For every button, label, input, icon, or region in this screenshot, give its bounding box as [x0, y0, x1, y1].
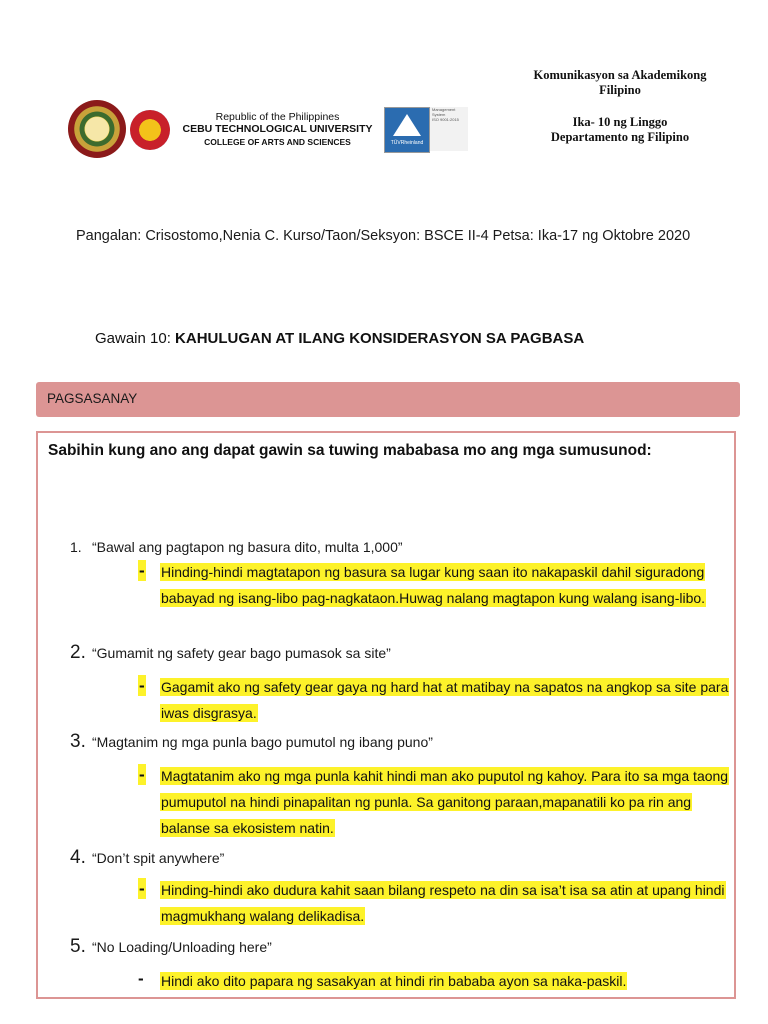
asean-logo-icon — [130, 110, 170, 150]
tuv-certification-icon — [384, 107, 430, 153]
item-1-dash: - — [139, 561, 145, 580]
cert-details — [430, 107, 468, 151]
item-4-number: 4. — [70, 847, 86, 868]
item-2-answer — [160, 674, 730, 726]
cert-text-1: Management — [432, 107, 456, 112]
university-name: CEBU TECHNOLOGICAL UNIVERSITY — [182, 123, 373, 135]
item-4-prompt — [70, 847, 224, 869]
item-5-answer — [160, 968, 730, 994]
item-2-prompt — [70, 642, 391, 664]
item-2-dash: - — [139, 676, 145, 695]
item-3-answer-text: Magtatanim ako ng mga punla kahit hindi man ako puputol ng kahoy. Para ito sa mga taong pumuputol na hindi pinapalitan ng punla. Sa ganitong paraan,mapanatili ko pa rin ang balanse sa ekosistem natin. — [161, 768, 729, 836]
item-1-answer-text: Hinding-hindi magtatapon ng basura sa lugar kung saan ito nakapaskil dahil siguradong babayad ng isang-libo pag-nagkataon.Huwag nalang magtapon kung walang isang-libo. — [161, 564, 706, 606]
cert-brand: TÜVRheinland — [390, 140, 424, 146]
week-label: Ika- 10 ng Linggo — [572, 115, 668, 129]
item-1-prompt — [70, 539, 403, 555]
item-3-dash: - — [139, 765, 145, 784]
item-1-prompt-text: “Bawal ang pagtapon ng basura dito, multa 1,000” — [92, 539, 403, 555]
student-info: Pangalan: Crisostomo,Nenia C. Kurso/Taon/Seksyon: BSCE II-4 Petsa: Ika-17 ng Oktobre 2020 — [76, 228, 691, 244]
item-5-dash: - — [138, 969, 144, 988]
item-3-number: 3. — [70, 731, 86, 752]
item-4-answer — [160, 877, 730, 929]
item-5-prompt-text: “No Loading/Unloading here” — [92, 939, 272, 955]
section-banner-label: PAGSASANAY — [47, 391, 138, 406]
item-5-answer-text: Hindi ako dito papara ng sasakyan at hindi rin bababa ayon sa naka-paskil. — [161, 973, 627, 989]
item-4-answer-text: Hinding-hindi ako dudura kahit saan bilang respeto na din sa isa’t isa sa atin at upang hindi magmukhang walang delikadisa. — [161, 882, 725, 924]
item-5-number: 5. — [70, 936, 86, 957]
course-line1: Komunikasyon sa Akademikong — [533, 68, 707, 82]
item-1-number: 1. — [70, 539, 82, 555]
item-2-answer-text: Gagamit ako ng safety gear gaya ng hard hat at matibay na sapatos na angkop sa site para iwas disgrasya. — [161, 679, 729, 721]
item-5-prompt — [70, 936, 272, 958]
department-label: Departamento ng Filipino — [550, 130, 690, 144]
cert-text-2: System — [432, 112, 446, 117]
activity-prefix: Gawain 10: — [95, 330, 176, 347]
activity-title — [95, 330, 584, 347]
item-3-prompt-text: “Magtanim ng mga punla bago pumutol ng ibang puno” — [92, 734, 433, 750]
week-department — [480, 115, 760, 145]
item-4-dash: - — [139, 879, 145, 898]
course-line2: Filipino — [599, 83, 641, 97]
exercise-box — [36, 431, 736, 999]
activity-name: KAHULUGAN AT ILANG KONSIDERASYON SA PAGBASA — [175, 330, 585, 347]
republic-label: Republic of the Philippines — [215, 111, 340, 123]
instruction-text: Sabihin kung ano ang dapat gawin sa tuwing mababasa mo ang mga sumusunod: — [48, 442, 652, 459]
college-name: COLLEGE OF ARTS AND SCIENCES — [204, 137, 351, 147]
item-3-prompt — [70, 731, 433, 753]
item-2-number: 2. — [70, 642, 86, 663]
item-1-answer — [160, 559, 730, 611]
section-banner — [36, 382, 740, 417]
item-4-prompt-text: “Don’t spit anywhere” — [92, 850, 225, 866]
item-2-prompt-text: “Gumamit ng safety gear bago pumasok sa site” — [92, 645, 391, 661]
item-3-answer — [160, 763, 730, 841]
course-title — [480, 68, 760, 98]
university-seal-icon — [68, 100, 126, 158]
cert-text-3: ISO 9001:2015 — [432, 117, 459, 122]
